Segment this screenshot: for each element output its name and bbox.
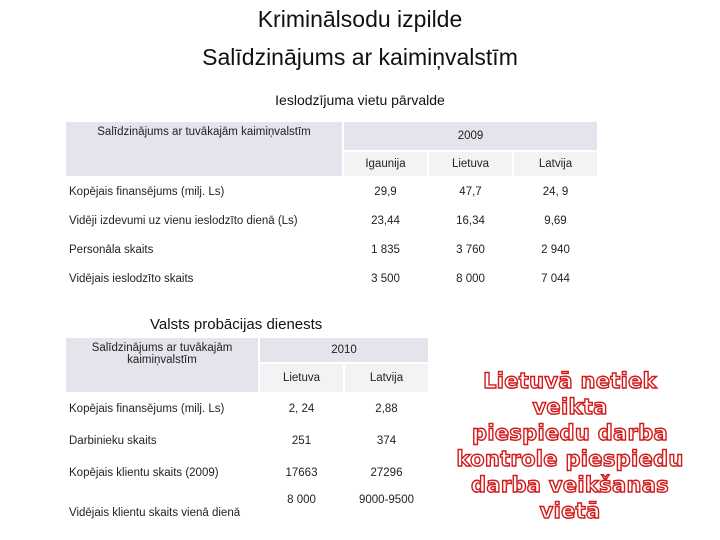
row-label: Kopējais finansējums (milj. Ls) [69, 185, 225, 198]
cell-value: 16,34 [456, 214, 485, 227]
cell-value: 47,7 [459, 185, 482, 198]
cell-value: 3 760 [456, 243, 485, 256]
table-row [66, 265, 597, 292]
probation-comparison-table [64, 336, 430, 538]
row-label: Kopējais finansējums (milj. Ls) [69, 403, 225, 415]
cell-value: 9000-9500 [359, 494, 414, 506]
table2-header-label: Salīdzinājums ar tuvākajām kaimiņvalstīm [66, 338, 258, 392]
cell-value: 23,44 [371, 214, 400, 227]
table2-col-header: Latvija [345, 364, 428, 392]
table1-col-header: Lietuva [429, 152, 512, 176]
cell-value: 7 044 [541, 272, 570, 285]
table-row [66, 426, 428, 456]
table2-col-header: Lietuva [260, 364, 343, 392]
cell-value: 2,88 [375, 403, 398, 415]
cell-value: 27296 [370, 467, 403, 479]
callout-line: piespiedu darba [471, 421, 668, 445]
table-row [66, 207, 597, 234]
table1-header-label: Salīdzinājums ar tuvākajām kaimiņvalstīm [66, 122, 342, 176]
callout-line: Lietuvā netiek veikta [483, 369, 657, 419]
table2-year: 2010 [260, 338, 428, 362]
cell-value: 8 000 [456, 272, 485, 285]
cell-value: 8 000 [287, 494, 316, 506]
table1-year: 2009 [344, 122, 597, 150]
section1-title: Ieslodzījuma vietu pārvalde [275, 92, 445, 108]
cell-value: 3 500 [371, 272, 400, 285]
table1-col-header: Latvija [514, 152, 597, 176]
table1-col-header: Igaunija [344, 152, 427, 176]
page-title-line2: Salīdzinājums ar kaimiņvalstīm [202, 44, 518, 70]
section2-title: Valsts probācijas dienests [150, 316, 323, 333]
callout-line: darba veikšanas vietā [471, 473, 669, 523]
table-row [66, 458, 428, 488]
row-label: Kopējais klientu skaits (2009) [69, 467, 219, 479]
cell-value: 24, 9 [542, 185, 569, 198]
cell-value: 17663 [285, 467, 318, 479]
cell-value: 2, 24 [288, 403, 315, 415]
callout-note [450, 368, 690, 524]
cell-value: 374 [376, 435, 397, 447]
row-label: Vidēji izdevumi uz vienu ieslodzīto dienā (Ls) [69, 214, 298, 227]
page-title-line1: Kriminālsodu izpilde [257, 6, 463, 32]
row-label: Vidējais ieslodzīto skaits [69, 272, 194, 285]
callout-line: kontrole piespiedu [456, 447, 684, 471]
cell-value: 29,9 [374, 185, 397, 198]
table-row [66, 236, 597, 263]
prison-comparison-table [64, 120, 599, 294]
cell-value: 9,69 [544, 214, 567, 227]
row-label: Darbinieku skaits [69, 435, 157, 447]
cell-value: 1 835 [371, 243, 400, 256]
row-label: Personāla skaits [69, 243, 154, 256]
table-row [66, 394, 428, 424]
table-row [66, 490, 428, 536]
table-row [66, 178, 597, 205]
row-label: Vidējais klientu skaits vienā dienā [69, 507, 241, 519]
cell-value: 2 940 [541, 243, 570, 256]
cell-value: 251 [291, 435, 312, 447]
